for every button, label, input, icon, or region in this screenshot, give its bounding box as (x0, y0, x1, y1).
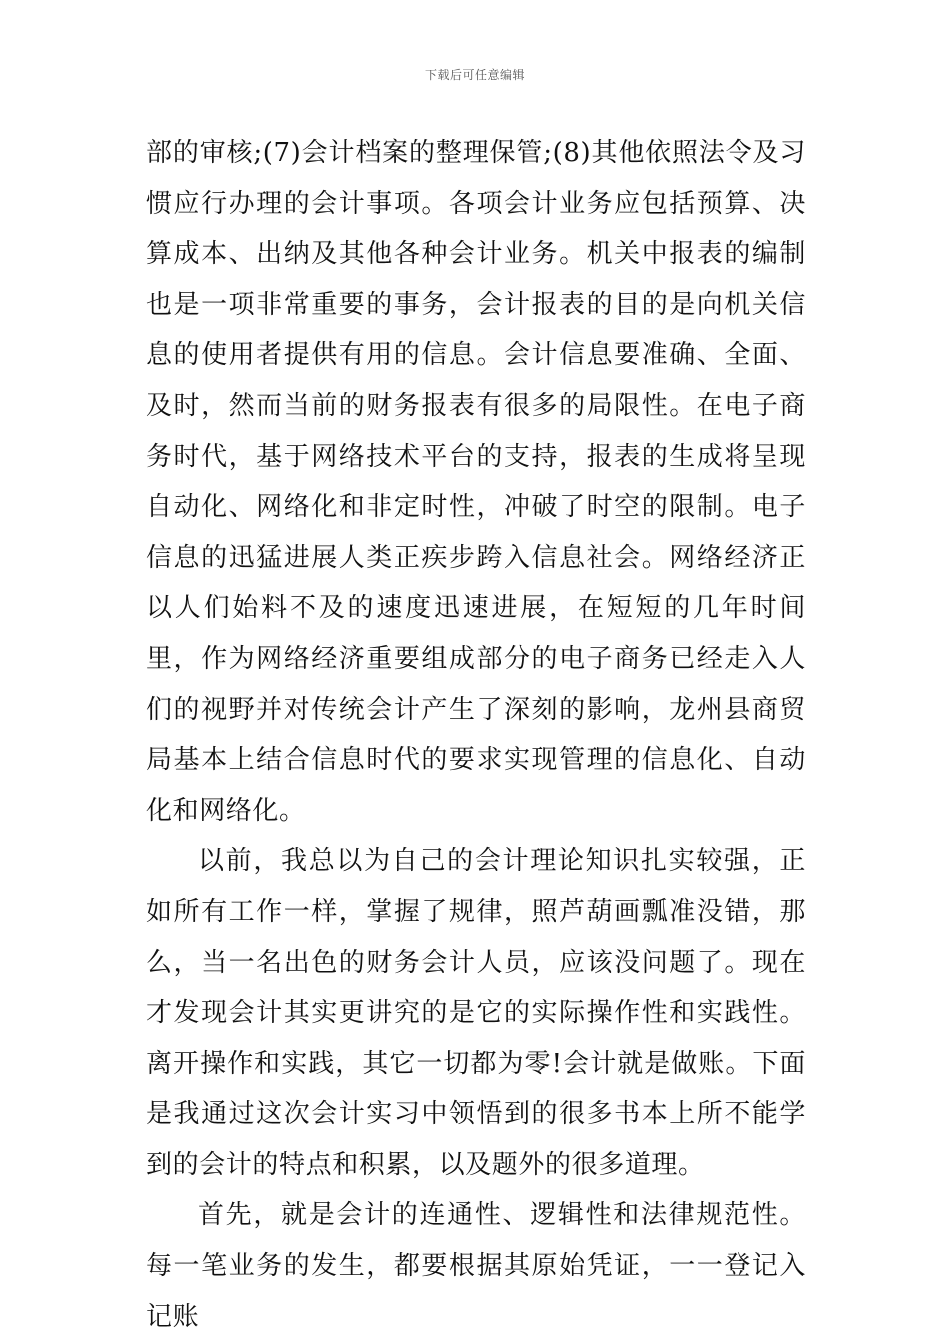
paragraph-previous-understanding: 以前，我总以为自己的会计理论知识扎实较强，正如所有工作一样，掌握了规律，照芦葫画瓢准没错，那么，当一名出色的财务会计人员，应该没问题了。现在才发现会计其实更讲究的是它的实际操作性和实践性。离开操作和实践，其它一切都为零!会计就是做账。下面是我通过这次会计实习中领悟到的很多书本上所不能学到的会计的特点和积累，以及题外的很多道理。 (146, 846, 806, 1180)
paragraph-accounting-connectivity: 首先，就是会计的连通性、逻辑性和法律规范性。每一笔业务的发生，都要根据其原始凭证，一一登记入记账 (146, 1200, 806, 1332)
document-body (146, 128, 806, 1342)
header-note: 下载后可任意编辑 (424, 68, 525, 82)
paragraph-continued: 部的审核;(7)会计档案的整理保管;(8)其他依照法令及习惯应行办理的会计事项。各项会计业务应包括预算、决算成本、出纳及其他各种会计业务。机关中报表的编制也是一项非常重要的事务，会计报表的目的是向机关信息的使用者提供有用的信息。会计信息要准确、全面、及时，然而当前的财务报表有很多的局限性。在电子商务时代，基于网络技术平台的支持，报表的生成将呈现自动化、网络化和非定时性，冲破了时空的限制。电子信息的迅猛进展人类正疾步跨入信息社会。网络经济正以人们始料不及的速度迅速进展，在短短的几年时间里，作为网络经济重要组成部分的电子商务已经走入人们的视野并对传统会计产生了深刻的影响，龙州县商贸局基本上结合信息时代的要求实现管理的信息化、自动化和网络化。 (146, 138, 806, 826)
